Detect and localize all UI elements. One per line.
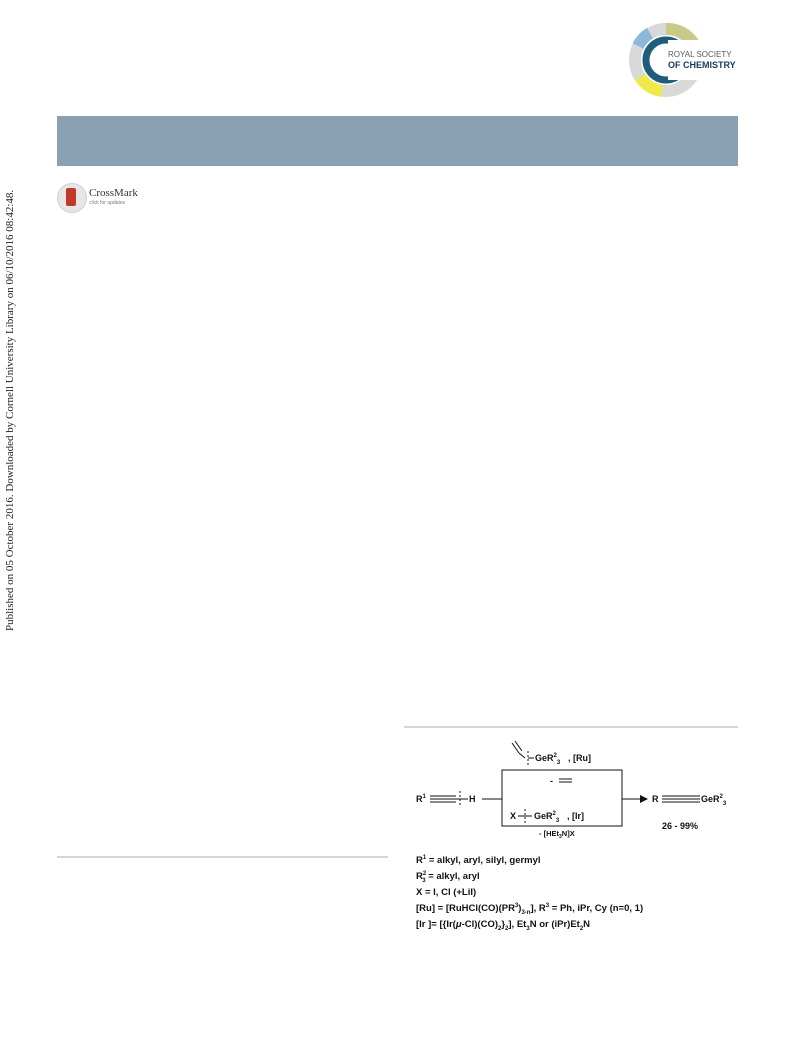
alkyne-bond <box>430 791 468 807</box>
bottom-reagent-x-label: X <box>510 811 517 821</box>
reaction-bracket-box <box>502 770 622 826</box>
header-banner <box>57 116 738 166</box>
top-catalyst-label: , [Ru] <box>568 753 591 763</box>
legend-r2: $R^2_3$ = alkyl, aryl <box>416 870 480 884</box>
substrate-r1-label: $R^1$ <box>416 794 426 804</box>
rsc-wordmark-line1: ROYAL SOCIETY <box>668 50 732 59</box>
reaction-scheme <box>404 733 738 853</box>
box-middle-label: - <box>550 776 553 786</box>
legend-r1: $R^1$ = alkyl, aryl, silyl, germyl <box>416 855 541 867</box>
vinylgermane-structure <box>512 741 534 765</box>
product-alkyne-bond <box>662 796 700 802</box>
rsc-wordmark-line2: OF CHEMISTRY <box>668 60 736 70</box>
top-reagent-label: GeR$^2_3$ <box>535 753 561 766</box>
scheme-legend <box>416 852 643 936</box>
left-column-rule <box>57 856 388 858</box>
bottom-reagent-label: GeR$^2_3$ <box>534 811 560 824</box>
legend-ru: $[Ru] = [RuHCl(CO)(PR^3)_{3-n}]$, $R^3 = Ph$, iPr, Cy (n=0, 1) <box>416 902 644 916</box>
publication-note: Published on 05 October 2016. Downloaded by Cornell University Library on 06/10/2016 08:42:48. <box>4 189 16 631</box>
crossmark-badge[interactable] <box>57 183 152 213</box>
bottom-catalyst-label: , [Ir] <box>567 811 584 821</box>
crossmark-title: CrossMark <box>89 187 138 199</box>
product-r-label: R <box>652 794 659 804</box>
reaction-arrowhead <box>640 795 648 803</box>
scheme-top-rule <box>404 726 738 728</box>
rsc-wordmark <box>668 50 736 70</box>
substrate-h-label: H <box>469 794 476 804</box>
legend-x: X = I, Cl (+LiI) <box>416 887 477 899</box>
byproduct-label: - [HEt$_3$N]X <box>539 829 575 840</box>
crossmark-bookmark-icon <box>66 188 76 206</box>
product-germyl-label: GeR$^2_3$ <box>701 794 727 807</box>
legend-ir: [Ir ]= $[\{Ir(\mu-Cl)(CO)_2\}_2]$, $Et_3N$ or $(iPr)Et_2N$ <box>416 919 591 933</box>
yield-label: 26 - 99% <box>662 821 699 831</box>
crossmark-subtitle: click for updates <box>89 200 126 206</box>
